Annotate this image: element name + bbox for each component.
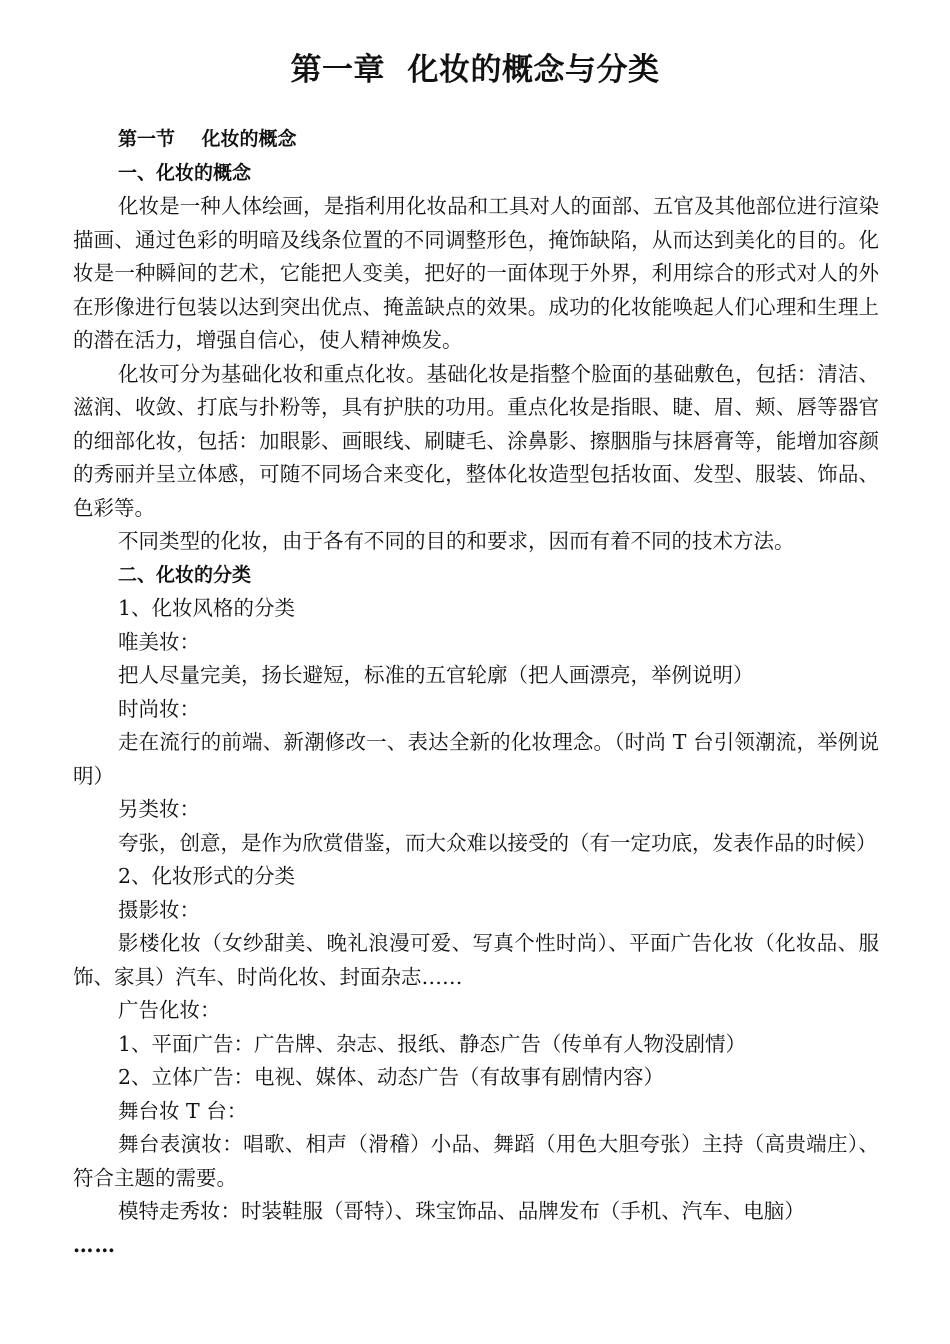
subheading-form: 2、化妆形式的分类 bbox=[118, 864, 296, 888]
style-fashion-text: 走在流行的前端、新潮修改一、表达全新的化妆理念。（时尚 T 台引领潮流，举例说明） bbox=[73, 730, 879, 788]
form-ad-label: 广告化妆： bbox=[118, 998, 221, 1022]
form-stage-performance-text: 舞台表演妆：唱歌、相声（滑稽）小品、舞蹈（用色大胆夸张）主持（高贵端庄）、符合主题的需要。 bbox=[73, 1132, 879, 1190]
form-ad-item-print: 1、平面广告：广告牌、杂志、报纸、静态广告（传单有人物没剧情） bbox=[118, 1031, 747, 1056]
heading-classification: 二、化妆的分类 bbox=[118, 563, 252, 586]
form-stage-label: 舞台妆 T 台： bbox=[118, 1098, 248, 1123]
section-heading: 第一节 化妆的概念 bbox=[118, 128, 297, 150]
style-alternative-text: 夸张，创意，是作为欣赏借鉴，而大众难以接受的（有一定功底，发表作品的时候） bbox=[118, 830, 877, 855]
paragraph-basic-and-focus: 化妆可分为基础化妆和重点化妆。基础化妆是指整个脸面的基础敷色，包括：清洁、滋润、收敛、打底与扑粉等，具有护肤的功用。重点化妆是指眼、睫、眉、颊、唇等器官的细部化妆，包括：加眼影、画眼线、刷睫毛、涂鼻影、擦胭脂与抹唇膏等，能增加容颜的秀丽并呈立体感，可随不同场合来变化，整体化妆造型包括妆面、发型、服装、饰品、色彩等。 bbox=[73, 361, 879, 520]
chapter-title: 第一章 化妆的概念与分类 bbox=[290, 52, 660, 88]
paragraph-techniques: 不同类型的化妆，由于各有不同的目的和要求，因而有着不同的技术方法。 bbox=[118, 529, 795, 553]
style-beauty-text: 把人尽量完美，扬长避短，标准的五官轮廓（把人画漂亮，举例说明） bbox=[118, 663, 754, 687]
style-beauty-label: 唯美妆： bbox=[118, 629, 200, 654]
style-fashion-label: 时尚妆： bbox=[118, 696, 200, 721]
trailing-ellipsis: …… bbox=[73, 1232, 116, 1257]
paragraph-definition: 化妆是一种人体绘画，是指利用化妆品和工具对人的面部、五官及其他部位进行渲染描画、通过色彩的明暗及线条位置的不同调整形色，掩饰缺陷，从而达到美化的目的。化妆是一种瞬间的艺术，它能把人变美，把好的一面体现于外界，利用综合的形式对人的外在形像进行包装以达到突出优点、掩盖缺点的效果。成功的化妆能唤起人们心理和生理上的潜在活力，增强自信心，使人精神焕发。 bbox=[73, 194, 879, 352]
document-body bbox=[73, 123, 879, 1262]
style-alternative-label: 另类妆： bbox=[118, 797, 200, 821]
form-ad-item-video: 2、立体广告：电视、媒体、动态广告（有故事有剧情内容） bbox=[118, 1065, 665, 1089]
heading-concept: 一、化妆的概念 bbox=[118, 161, 252, 184]
subheading-style: 1、化妆风格的分类 bbox=[118, 596, 296, 620]
form-photo-text: 影楼化妆（女纱甜美、晚礼浪漫可爱、写真个性时尚）、平面广告化妆（化妆品、服饰、家具）汽车、时尚化妆、封面杂志…… bbox=[73, 931, 879, 989]
form-stage-model-text: 模特走秀妆：时装鞋服（哥特）、珠宝饰品、品牌发布（手机、汽车、电脑） bbox=[118, 1199, 805, 1223]
form-photo-label: 摄影妆： bbox=[118, 897, 200, 922]
